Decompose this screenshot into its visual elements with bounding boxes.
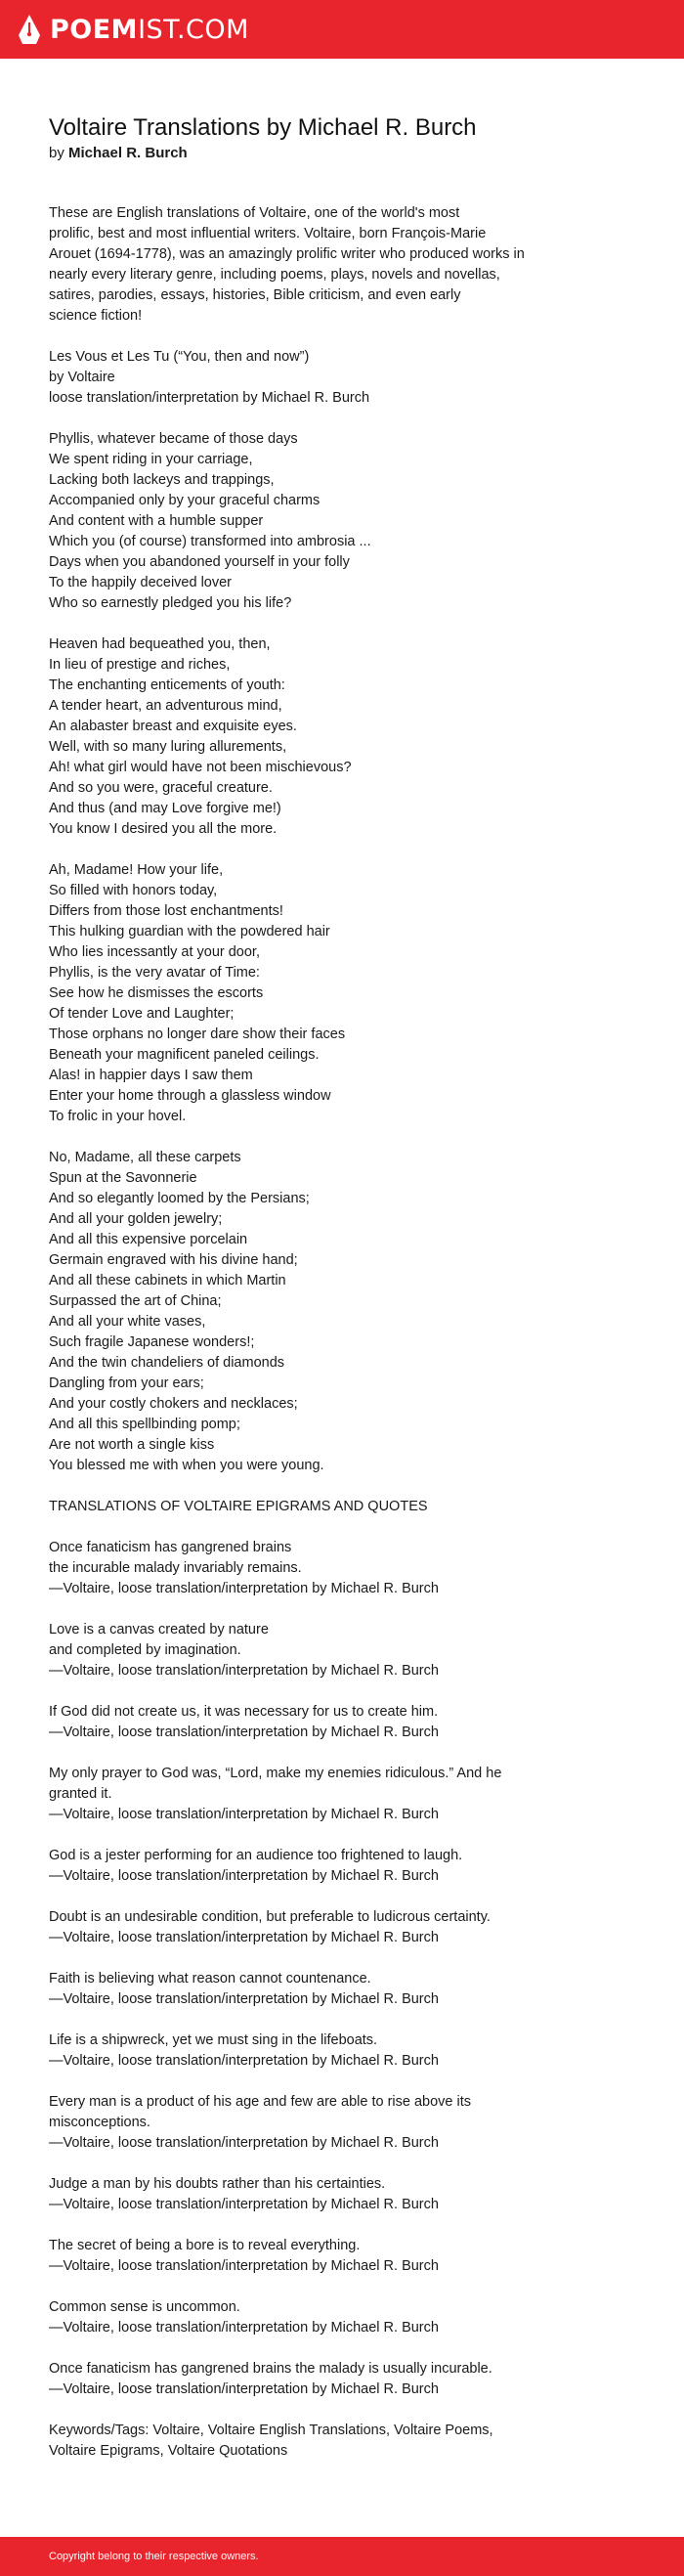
poem-body: These are English translations of Voltaire, one of the world's most prolific, best and most influential writers. Voltaire, born François-Marie Arouet (1694-1778), was an amazingly prolific writer who produced works in nearly every literary genre, including poems, plays, novels and novellas, satires, parodies, essays, histories, Bible criticism, and even early science fiction! Les Vous et Les Tu (“You, then and now”) by Voltaire loose translation/interpretation by Michael R. Burch Phyllis, whatever became of those days We spent riding in your carriage, Lacking both lackeys and trappings, Accompanied only by your graceful charms And content with a humble supper Which you (of course) transformed into ambrosia ... Days when you abandoned yourself in your folly To the happily deceived lover Who so earnestly pledged you his life? Heaven had bequeathed you, then, In lieu of prestige and riches, The enchanting enticements of youth: A tender heart, an adventurous mind, An alabaster breast and exquisite eyes. Well, with so many luring allurements, Ah! what girl would have not been mischievous? And so you were, graceful creature. And thus (and may Love forgive me!) You know I desired you all the more. Ah, Madame! How your life, So filled with honors today, Differs from those lost enchantments! This hulking guardian with the powdered hair Who lies incessantly at your door, Phyllis, is the very avatar of Time: See how he dismisses the escorts Of tender Love and Laughter; Those orphans no longer dare show their faces Beneath your magnificent paneled ceilings. Alas! in happier days I saw them Enter your home through a glassless window To frolic in your hovel. No, Madame, all these carpets Spun at the Savonnerie And so elegantly loomed by the Persians; And all your golden jewelry; And all this expensive porcelain Germain engraved with his divine hand; And all these cabinets in which Martin Surpassed the art of China; And all your white vases, Such fragile Japanese wonders!; And the twin chandeliers of diamonds Dangling from your ears; And your costly chokers and necklaces; And all this spellbinding pomp; Are not worth a single kiss You blessed me with when you were young. TRANSLATIONS OF VOLTAIRE EPIGRAMS AND QUOTES Once fanaticism has gangrened brains the incurable malady invariably remains. —Voltaire, loose translation/interpretation by Michael R. Burch Love is a canvas created by nature and completed by imagination. —Voltaire, loose translation/interpretation by Michael R. Burch If God did not create us, it was necessary for us to create him. —Voltaire, loose translation/interpretation by Michael R. Burch My only prayer to God was, “Lord, make my enemies ridiculous.” And he granted it. —Voltaire, loose translation/interpretation by Michael R. Burch God is a jester performing for an audience too frightened to laugh. —Voltaire, loose translation/interpretation by Michael R. Burch Doubt is an undesirable condition, but preferable to ludicrous certainty. —Voltaire, loose translation/interpretation by Michael R. Burch Faith is believing what reason cannot countenance. —Voltaire, loose translation/interpretation by Michael R. Burch Life is a shipwreck, yet we must sing in the lifeboats. —Voltaire, loose translation/interpretation by Michael R. Burch Every man is a product of his age and few are able to rise above its misconceptions. —Voltaire, loose translation/interpretation by Michael R. Burch Judge a man by his doubts rather than his certainties. —Voltaire, loose translation/interpretation by Michael R. Burch The secret of being a bore is to reveal everything. —Voltaire, loose translation/interpretation by Michael R. Burch Common sense is uncommon. —Voltaire, loose translation/interpretation by Michael R. Burch Once fanaticism has gangrened brains the malady is usually incurable. —Voltaire, loose translation/interpretation by Michael R. Burch Keywords/Tags: Voltaire, Voltaire English Translations, Voltaire Poems, Voltaire Epigrams, Voltaire Quotations: [49, 205, 525, 2459]
copyright-text: Copyright belong to their respective owners.: [49, 2551, 259, 2562]
site-header: [0, 0, 684, 59]
brand-bold: POEM: [50, 14, 139, 45]
brand-rest: IST.COM: [138, 14, 249, 45]
byline: [49, 145, 635, 162]
site-logo-text[interactable]: [50, 14, 249, 45]
poem-content: [0, 59, 684, 2462]
author-link[interactable]: Michael R. Burch: [68, 145, 188, 161]
poem-title: Voltaire Translations by Michael R. Burch: [49, 114, 477, 141]
pen-nib-logo-icon[interactable]: [17, 14, 42, 45]
by-label: by: [49, 145, 64, 161]
site-footer: [0, 2537, 684, 2576]
